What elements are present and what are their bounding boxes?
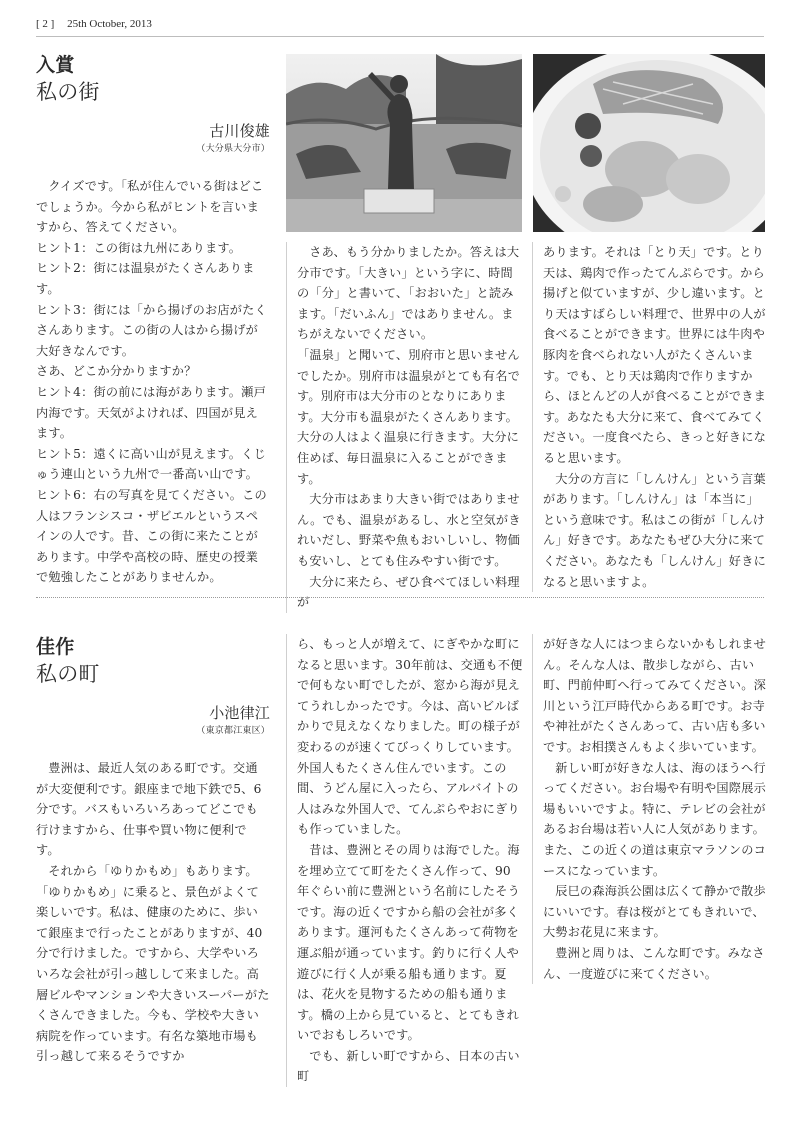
article1-award: 入賞 (36, 54, 75, 76)
article2-region: （東京都江東区） (196, 726, 270, 736)
article1-hint: ヒント6：右の写真を見てください。この人はフランシスコ・ザビエルというスペインの人です。昔、この街に来たことがあります。中学や高校の時、歴史の授業で勉強したことがありませんか。 (36, 487, 267, 585)
article2-column-1 (36, 634, 270, 1067)
article1-title: 私の街 (36, 80, 100, 104)
article1-hint: ヒント3：街には「から揚げのお店がたくさんあります。この街の人はから揚げが大好きなんです。 (36, 302, 267, 358)
article1-paragraph: クイズです。「私が住んでいる街はどこでしょうか。今から私がヒントを言いますから、答えてください。 (36, 179, 264, 235)
article-my-town (36, 634, 764, 1104)
article1-paragraph: 大分に来たら、ぜひ食べてほしい料理が (297, 574, 520, 610)
article2-author: 小池律江 (209, 704, 270, 722)
article2-paragraph: 豊洲と周りは、こんな町です。みなさん、一度遊びに来てください。 (543, 945, 765, 981)
article1-paragraph: 大分市はあまり大きい街ではありません。でも、温泉があるし、水と空気がきれいだし、野菜や魚もおいしいし、物価も安いし、とても住みやすい街です。 (297, 492, 521, 568)
article1-paragraph: さあ、もう分かりましたか。答えは大分市です。「大きい」という字に、時間の「分」と書いて、「おおいた」と読みます。「だいふん」ではありません。まちがえないでください。 (297, 245, 520, 342)
article2-paragraph: ら、もっと人が増えて、にぎやかな町になると思います。30年前は、交通も不便で何もない町でしたが、窓から海が見えてうれしかったです。今は、高いビルばかりで見えなくなりました。町の様子が変わるのが速くてびっくりしています。外国人もたくさん住んでいます。この間、うどん屋に入ったら、アルバイトの人はみな外国人で、てんぷらやおにぎりも作っていました。 (297, 637, 523, 837)
article1-hint: ヒント4：街の前には海があります。瀬戸内海です。天気がよければ、四国が見えます。 (36, 384, 266, 441)
article2-paragraph: が好きな人にはつまらないかもしれません。そんな人は、散歩しながら、古い町、門前仲町へ行ってみてください。深川という江戸時代からある町です。お寺や神社がたくさんあって、古い店も多いです。お相撲さんもよく歩いています。 (543, 637, 766, 754)
article-my-city (36, 52, 766, 610)
issue-date: 25th October, 2013 (67, 18, 152, 30)
article2-column-3 (532, 634, 767, 984)
article1-paragraph: あります。それは「とり天」です。とり天は、鶏肉で作ったてんぷらです。から揚げと似ていますが、少し違います。とり天はすばらしい料理で、世界中の人が食べることができます。世界には牛肉や豚肉を食べられない人がたくさんいます。でも、とり天は鶏肉で作りますから、ほとんどの人が食べることができます。あなたも大分に来て、食べてみてください。一度食べたら、きっと好きになると思います。 (543, 245, 766, 465)
article1-hint: ヒント1：この街は九州にあります。 (36, 240, 242, 255)
article1-region: （大分県大分市） (196, 144, 270, 154)
article1-column-2 (286, 242, 523, 613)
article2-paragraph: それから「ゆりかもめ」もあります。「ゆりかもめ」に乗ると、景色がよくて楽しいです。私は、健康のために、歩いて銀座まで行ったことがありますが、40分で行けました。ですから、大学やいろいろな会社が引っ越しして来ました。高層ビルやマンションや大きいスーパーがたくさんできました。今も、学校や大きい病院を作っています。有名な築地市場も引っ越して来るそうですか (36, 863, 270, 1064)
article1-paragraph: 「温泉」と聞いて、別府市と思いませんでしたか。別府市は温泉がとても有名です。別府市は大分市のとなりにあります。大分市も温泉がたくさんあります。大分の人はよく温泉に行きます。大分に住めば、毎日温泉に入ることができます。 (297, 347, 520, 486)
article2-paragraph: 昔は、豊洲とその周りは海でした。海を埋め立てて町をたくさん作って、90年ぐらい前に豊洲という名前にしたそうです。海の近くですから船の会社が多くあります。運河もたくさんあって荷物を運ぶ船が通っています。釣りに行く人や遊びに行く人が乗る船も通ります。夏は、花火を見物するための船も通ります。橋の上から見ていると、とてもきれいでおもしろいです。 (297, 842, 520, 1043)
article1-author: 古川俊雄 (209, 122, 270, 140)
article2-paragraph: 豊洲は、最近人気のある町です。交通が大変便利です。銀座まで地下鉄で5、6分です。バスもいろいろあってどこでも行けますから、仕事や買い物に便利です。 (36, 761, 262, 858)
article1-paragraph: さあ、どこか分かりますか？ (36, 364, 197, 379)
article2-paragraph: でも、新しい町ですから、日本の古い町 (297, 1048, 520, 1084)
article1-hint: ヒント5：遠くに高い山が見えます。くじゅう連山という九州で一番高い山です。 (36, 446, 266, 482)
article1-column-3 (532, 242, 767, 592)
article2-title: 私の町 (36, 662, 100, 686)
section-divider (36, 597, 764, 598)
article1-column-1 (36, 52, 270, 588)
page-header (36, 14, 764, 37)
article2-column-2 (286, 634, 523, 1087)
article1-paragraph: 大分の方言に「しんけん」という言葉があります。「しんけん」は「本当に」という意味です。私はこの街が「しんけん」好きです。あなたもぜひ大分に来てください。あなたも「しんけん」好きになると思いますよ。 (543, 471, 766, 589)
article1-hint: ヒント2：街には温泉がたくさんあります。 (36, 261, 255, 296)
page-number: [ 2 ] (36, 18, 55, 30)
article2-paragraph: 新しい町が好きな人は、海のほうへ行ってください。お台場や有明や国際展示場もいいですよ。特に、テレビの会社があるお台場は若い人に人気があります。また、この近くの道は東京マラソンのコースになっています。 (543, 760, 766, 878)
article2-paragraph: 辰巳の森海浜公園は広くて静かで散歩にいいです。春は桜がとてもきれいで、大勢お花見に来ます。 (543, 884, 766, 940)
article2-award: 佳作 (36, 636, 75, 658)
